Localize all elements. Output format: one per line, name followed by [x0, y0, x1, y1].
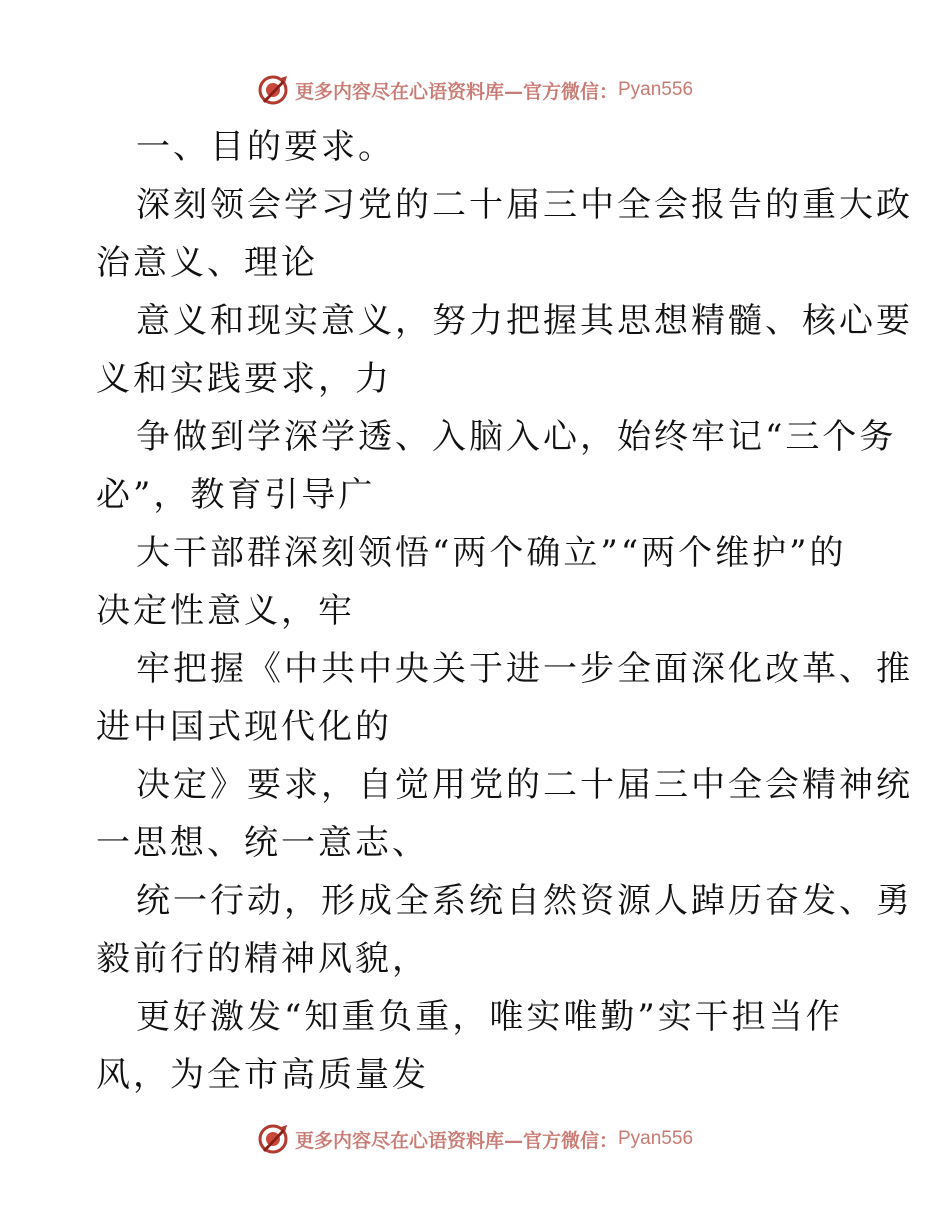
- header-banner-text: 更多内容尽在心语资料库—官方微信：: [294, 80, 618, 103]
- body-line: 深刻领会学习党的二十届三中全会报告的重大政: [136, 185, 913, 225]
- body-line: 必”，教育引导广: [96, 475, 376, 515]
- body-line: 毅前行的精神风貌，: [96, 939, 429, 979]
- body-line: 决定》要求，自觉用党的二十届三中全会精神统: [136, 765, 913, 805]
- body-line: 一思想、统一意志、: [96, 823, 429, 863]
- footer-banner-text: 更多内容尽在心语资料库—官方微信：: [294, 1129, 618, 1152]
- section-heading: 一、目的要求。: [136, 127, 395, 167]
- body-line: 决定性意义，牢: [96, 591, 355, 631]
- body-line: 统一行动，形成全系统自然资源人踔历奋发、勇: [136, 881, 913, 921]
- pen-logo-icon: [257, 74, 289, 106]
- pen-logo-icon: [257, 1123, 289, 1155]
- body-line: 意义和现实意义，努力把握其思想精髓、核心要: [136, 301, 913, 341]
- document-body: [96, 118, 913, 1104]
- body-line: 义和实践要求，力: [96, 359, 392, 399]
- header-banner-handle: Pyan556: [618, 79, 694, 100]
- body-line: 牢把握《中共中央关于进一步全面深化改革、推: [136, 649, 913, 689]
- footer-banner[interactable]: [0, 1119, 950, 1159]
- body-line: 大干部群深刻领悟“两个确立”“两个维护”的: [136, 533, 847, 573]
- body-line: 进中国式现代化的: [96, 707, 392, 747]
- body-line: 更好激发“知重负重，唯实唯勤”实干担当作: [136, 997, 843, 1037]
- footer-banner-handle: Pyan556: [618, 1128, 694, 1149]
- body-line: 风，为全市高质量发: [96, 1055, 429, 1095]
- body-line: 治意义、理论: [96, 243, 318, 283]
- body-line: 争做到学深学透、入脑入心，始终牢记“三个务: [136, 417, 897, 457]
- header-banner[interactable]: [0, 70, 950, 110]
